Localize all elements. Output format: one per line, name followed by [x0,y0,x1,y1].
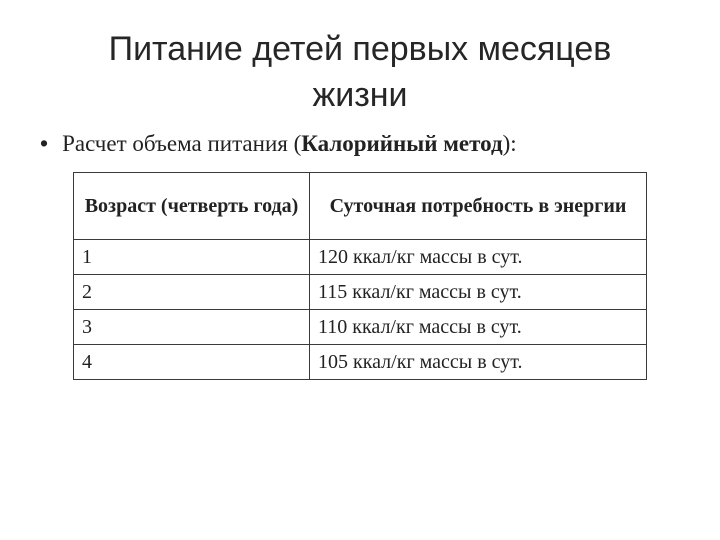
header-energy: Суточная потребность в энергии [310,173,647,240]
cell-energy: 110 ккал/кг массы в сут. [310,310,647,345]
header-age: Возраст (четверть года) [74,173,310,240]
calorie-table [73,172,647,380]
cell-energy: 115 ккал/кг массы в сут. [310,275,647,310]
table-header-row [74,173,647,240]
bullet-item [40,130,700,157]
bullet-text-bold: Калорийный метод [301,131,503,156]
cell-energy: 120 ккал/кг массы в сут. [310,240,647,275]
cell-age: 3 [74,310,310,345]
table-row [74,275,647,310]
slide-title [0,26,720,118]
cell-age: 1 [74,240,310,275]
table-row [74,240,647,275]
bullet-text-prefix: Расчет объема питания ( [62,131,302,156]
table-row [74,310,647,345]
table-row [74,345,647,380]
bullet-icon: • [40,130,49,156]
cell-age: 4 [74,345,310,380]
cell-age: 2 [74,275,310,310]
cell-energy: 105 ккал/кг массы в сут. [310,345,647,380]
title-line-2: жизни [312,76,408,114]
title-line-1: Питание детей первых месяцев [108,30,612,68]
bullet-text-suffix: ): [502,131,517,156]
